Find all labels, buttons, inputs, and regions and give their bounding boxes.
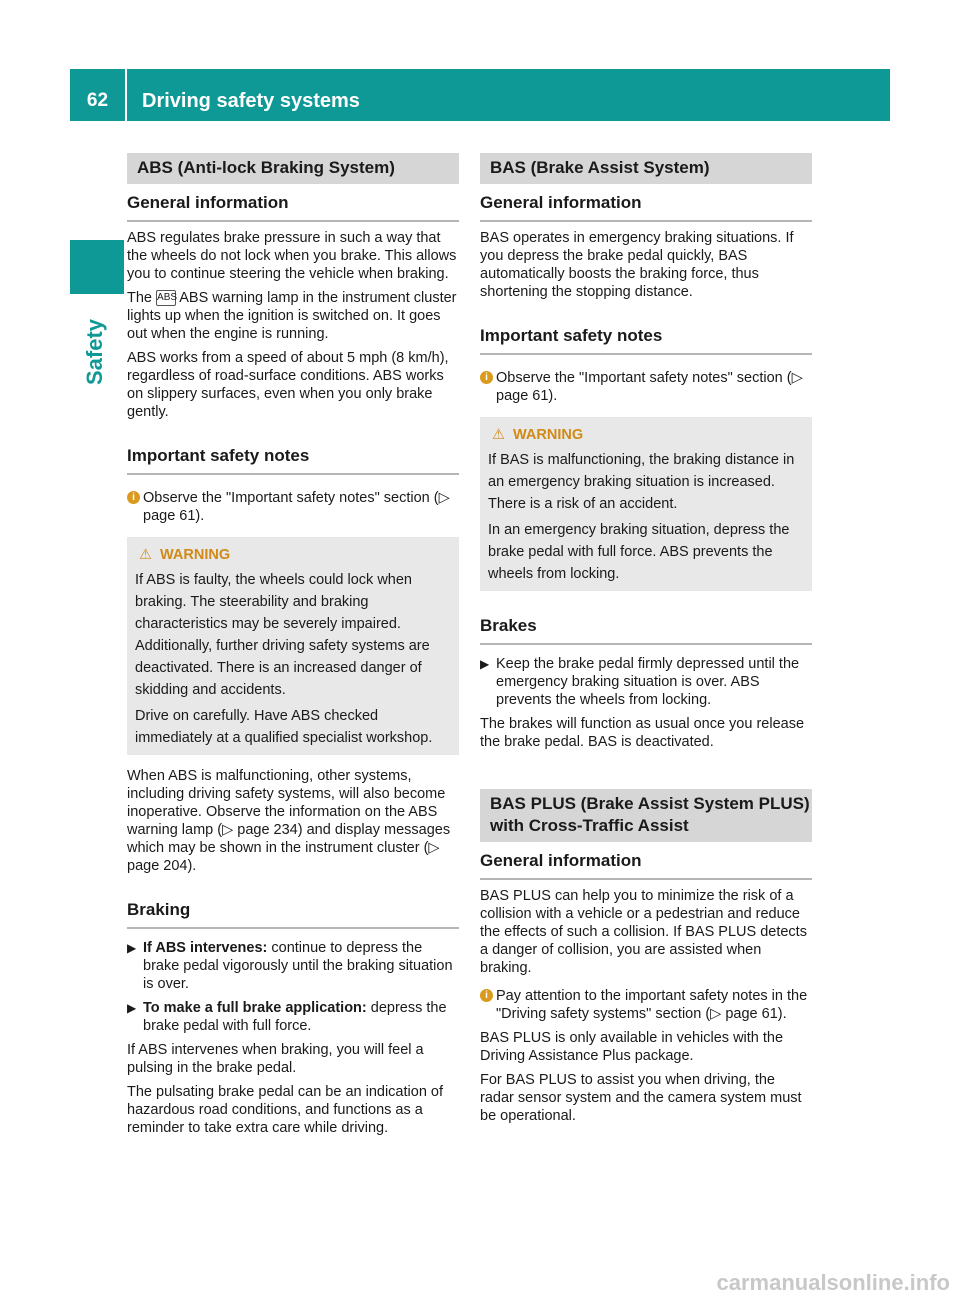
abs-general-heading: General information [127, 192, 459, 222]
bas-warning-label: WARNING [513, 427, 584, 443]
abs-safety-info-text: Observe the "Important safety notes" section (▷ page 61). [143, 490, 450, 524]
abs-section-title: ABS (Anti-lock Braking System) [127, 153, 459, 184]
bas-plus-section-title: BAS PLUS (Brake Assist System PLUS) with Cross-Traffic Assist [480, 789, 812, 842]
braking-p2: The pulsating brake pedal can be an indication of hazardous road conditions, and functions as a reminder to take extra care while driving. [127, 1084, 443, 1136]
watermark: carmanualsonline.info [716, 1270, 950, 1295]
bas-safety-heading: Important safety notes [480, 325, 812, 355]
page-number: 62 [86, 90, 109, 111]
abs-after-warning: When ABS is malfunctioning, other systems, including driving safety systems, will also become inoperative. Observe the information on the ABS warning lamp (▷ page 234) and display messages which may be shown in the instrument cluster (▷ page 204). [127, 768, 451, 874]
braking-step-1-text: continue to depress the brake pedal vigorously until the braking situation is over. [143, 940, 453, 992]
bas-section-title: BAS (Brake Assist System) [480, 153, 812, 184]
bas-plus-p2: BAS PLUS is only available in vehicles with the Driving Assistance Plus package. [480, 1030, 784, 1064]
header-divider [125, 69, 127, 121]
step-arrow-icon: ▶ [127, 1001, 137, 1015]
abs-general-p2-post: ABS warning lamp in the instrument cluster lights up when the ignition is switched on. It goes out when the engine is running. [127, 290, 457, 342]
abs-warning-p1: If ABS is faulty, the wheels could lock when braking. The steerability and braking characteristics may be severely impaired. Additionally, further driving safety systems are deactivated. There is an increased danger of skidding and accidents. [135, 572, 430, 698]
bas-plus-p3: For BAS PLUS to assist you when driving, the radar sensor system and the camera system must be operational. [480, 1072, 802, 1124]
info-icon: i [480, 371, 493, 384]
abs-general-p1: ABS regulates brake pressure in such a way that the wheels do not lock when you brake. This allows you to continue steering the vehicle when braking. [127, 230, 457, 282]
bas-plus-info-text: Pay attention to the important safety notes in the "Driving safety systems" section (▷ page 61). [496, 988, 808, 1022]
step-arrow-icon: ▶ [480, 657, 490, 671]
right-column [480, 153, 812, 1125]
braking-step-1 [127, 939, 459, 993]
abs-general-p3: ABS works from a speed of about 5 mph (8 km/h), regardless of road-surface conditions. ABS works on slippery surfaces, even when you only brake gently. [127, 350, 449, 420]
abs-general-p2-pre: The [127, 290, 152, 306]
brakes-step-text: Keep the brake pedal firmly depressed until the emergency braking situation is over. ABS prevents the wheels from locking. [496, 656, 800, 708]
brakes-heading: Brakes [480, 615, 812, 645]
left-column [127, 153, 459, 1137]
info-icon: i [480, 989, 493, 1002]
info-icon: i [127, 491, 140, 504]
bas-general-heading: General information [480, 192, 812, 222]
bas-plus-p1: BAS PLUS can help you to minimize the risk of a collision with a vehicle or a pedestrian and reduce the effects of such a collision. If BAS PLUS detects a danger of collision, you are assisted when braking. [480, 888, 807, 976]
abs-warning-box [127, 537, 459, 755]
abs-warning-p2: Drive on carefully. Have ABS checked immediately at a qualified specialist workshop. [135, 708, 433, 746]
abs-safety-heading: Important safety notes [127, 445, 459, 475]
step-arrow-icon: ▶ [127, 941, 137, 955]
abs-general-p2 [127, 289, 459, 343]
bas-warning-head [488, 425, 804, 445]
bas-general-p1: BAS operates in emergency braking situations. If you depress the brake pedal quickly, BAS automatically boosts the braking force, thus shortening the stopping distance. [480, 230, 794, 300]
chapter-title: Driving safety systems [142, 90, 360, 112]
section-tab-marker [70, 240, 124, 294]
bas-warning-p1: If BAS is malfunctioning, the braking distance in an emergency braking situation is increased. There is a risk of an accident. [488, 452, 795, 512]
braking-step-1-bold: If ABS intervenes: [143, 940, 268, 956]
abs-warning-head [135, 545, 451, 565]
braking-step-2 [127, 999, 459, 1035]
abs-warning-label: WARNING [160, 547, 231, 563]
bas-safety-info [480, 369, 812, 405]
warning-triangle-icon: ⚠ [492, 427, 505, 443]
brakes-step [480, 655, 812, 709]
bas-warning-p2: In an emergency braking situation, depress the brake pedal with full force. ABS prevents the wheels from locking. [488, 522, 790, 582]
bas-plus-info [480, 987, 812, 1023]
bas-warning-box [480, 417, 812, 591]
braking-p1: If ABS intervenes when braking, you will feel a pulsing in the brake pedal. [127, 1042, 424, 1076]
abs-warning-lamp-icon: ABS [156, 290, 176, 306]
warning-triangle-icon: ⚠ [139, 547, 152, 563]
braking-heading: Braking [127, 899, 459, 929]
brakes-p1: The brakes will function as usual once you release the brake pedal. BAS is deactivated. [480, 716, 805, 750]
braking-step-2-bold: To make a full brake application: [143, 1000, 367, 1016]
braking-step-2-text: depress the brake pedal with full force. [143, 1000, 447, 1034]
bas-plus-general-heading: General information [480, 850, 812, 880]
section-side-label: Safety [82, 318, 107, 385]
abs-safety-info [127, 489, 459, 525]
bas-safety-info-text: Observe the "Important safety notes" section (▷ page 61). [496, 370, 803, 404]
